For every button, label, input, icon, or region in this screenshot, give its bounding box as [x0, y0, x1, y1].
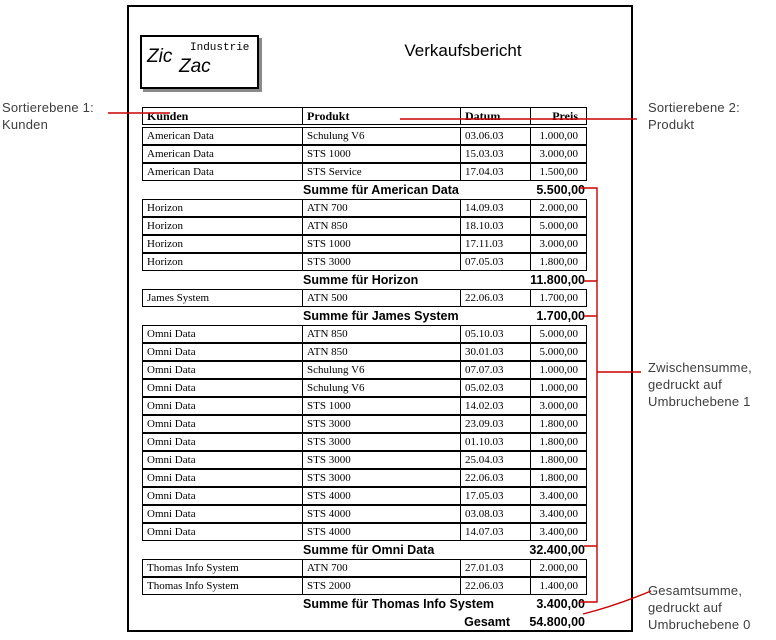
- annotation-line: Produkt: [648, 117, 695, 132]
- table-cell: Omni Data: [143, 506, 303, 522]
- table-cell: Horizon: [143, 200, 303, 216]
- table-cell: 1.500,00: [539, 166, 578, 178]
- table-row: [142, 253, 587, 271]
- table-cell: 1.800,00: [539, 472, 578, 484]
- table-row: [142, 397, 587, 415]
- customer-group: [142, 559, 587, 595]
- summary-value: 32.400,00: [529, 543, 585, 557]
- table-row: [142, 145, 587, 163]
- table-cell: Horizon: [143, 218, 303, 234]
- table-row: [142, 487, 587, 505]
- table-cell: 3.000,00: [539, 238, 578, 250]
- table-cell: American Data: [143, 146, 303, 162]
- table-cell: 3.000,00: [539, 400, 578, 412]
- summary-value: 3.400,00: [536, 597, 585, 611]
- table-cell: ATN 850: [303, 344, 461, 360]
- summary-value: 11.800,00: [530, 273, 585, 287]
- table-cell: Omni Data: [143, 524, 303, 540]
- table-cell: 1.700,00: [539, 292, 578, 304]
- table-cell: American Data: [143, 128, 303, 144]
- annotation-subtotal: [648, 359, 752, 410]
- annotation-line: gedruckt auf: [648, 600, 722, 615]
- table-cell: STS 3000: [303, 416, 461, 432]
- annotation-sort-level-2: [648, 99, 740, 133]
- table-cell: Omni Data: [143, 344, 303, 360]
- table-cell: Omni Data: [143, 416, 303, 432]
- table-row: [142, 469, 587, 487]
- table-cell: James System: [143, 290, 303, 306]
- table-cell: Schulung V6: [303, 128, 461, 144]
- customer-group: [142, 325, 587, 541]
- table-cell: Omni Data: [143, 488, 303, 504]
- summary-label: Summe für Thomas Info System: [303, 597, 495, 611]
- table-cell: STS 1000: [303, 398, 461, 414]
- table-row: [142, 505, 587, 523]
- table-row: [142, 415, 587, 433]
- table-cell: STS 2000: [303, 578, 461, 594]
- table-cell: STS 4000: [303, 488, 461, 504]
- table-cell: 1.800,00: [539, 418, 578, 430]
- table-row: [142, 235, 587, 253]
- group-summary-row: [142, 271, 587, 289]
- summary-label: Summe für American Data: [303, 183, 459, 197]
- table-row: [142, 199, 587, 217]
- group-summary-row: [142, 181, 587, 199]
- table-cell: ATN 500: [303, 290, 461, 306]
- table-cell: Schulung V6: [303, 380, 461, 396]
- table-header-row: [142, 107, 587, 125]
- table-row: [142, 163, 587, 181]
- table-cell: STS 3000: [303, 452, 461, 468]
- column-header: Produkt: [303, 108, 461, 124]
- table-cell: Omni Data: [143, 470, 303, 486]
- report-table: [142, 107, 587, 631]
- annotation-line: Kunden: [2, 117, 49, 132]
- logo-word-zac: Zac: [179, 56, 211, 77]
- table-cell: 5.000,00: [539, 220, 578, 232]
- table-cell: STS 1000: [303, 236, 461, 252]
- table-cell: 5.000,00: [539, 346, 578, 358]
- table-cell: Schulung V6: [303, 362, 461, 378]
- table-row: [142, 451, 587, 469]
- table-cell: Omni Data: [143, 362, 303, 378]
- table-cell: STS 3000: [303, 434, 461, 450]
- table-cell: STS 4000: [303, 506, 461, 522]
- table-cell: STS 1000: [303, 146, 461, 162]
- annotation-line: Sortierebene 2:: [648, 100, 740, 115]
- table-row: [142, 559, 587, 577]
- table-cell: 2.000,00: [539, 562, 578, 574]
- table-cell: 1.000,00: [539, 130, 578, 142]
- group-summary-row: [142, 595, 587, 613]
- table-cell: ATN 850: [303, 326, 461, 342]
- annotation-sort-level-1: [2, 99, 94, 133]
- table-cell: 14.02.03: [461, 398, 531, 414]
- table-cell: 1.000,00: [539, 364, 578, 376]
- customer-group: [142, 289, 587, 307]
- table-cell: STS 3000: [303, 470, 461, 486]
- table-cell: 25.04.03: [461, 452, 531, 468]
- table-cell: 14.09.03: [461, 200, 531, 216]
- table-cell: 1.800,00: [539, 454, 578, 466]
- column-header: Preis: [552, 109, 578, 123]
- report-page: [127, 5, 633, 632]
- table-cell: 05.02.03: [461, 380, 531, 396]
- customer-group: [142, 199, 587, 271]
- logo-word-zic: Zic: [147, 46, 173, 67]
- table-cell: 01.10.03: [461, 434, 531, 450]
- annotation-line: Sortierebene 1:: [2, 100, 94, 115]
- table-row: [142, 289, 587, 307]
- table-row: [142, 127, 587, 145]
- table-cell: Omni Data: [143, 452, 303, 468]
- table-cell: Omni Data: [143, 434, 303, 450]
- summary-label: Summe für Horizon: [303, 273, 419, 287]
- table-row: [142, 577, 587, 595]
- annotation-line: Umbruchebene 1: [648, 394, 751, 409]
- table-cell: 17.04.03: [461, 164, 531, 180]
- table-cell: 3.400,00: [539, 508, 578, 520]
- table-row: [142, 343, 587, 361]
- table-cell: 22.06.03: [461, 290, 531, 306]
- table-cell: 3.000,00: [539, 148, 578, 160]
- table-cell: 03.06.03: [461, 128, 531, 144]
- table-cell: Thomas Info System: [143, 560, 303, 576]
- table-cell: STS 4000: [303, 524, 461, 540]
- table-cell: 5.000,00: [539, 328, 578, 340]
- annotation-line: Zwischensumme,: [648, 360, 752, 375]
- customer-group: [142, 127, 587, 181]
- table-cell: 2.000,00: [539, 202, 578, 214]
- table-cell: 22.06.03: [461, 578, 531, 594]
- table-row: [142, 433, 587, 451]
- table-cell: 27.01.03: [461, 560, 531, 576]
- table-cell: Horizon: [143, 236, 303, 252]
- report-title: Verkaufsbericht: [404, 41, 522, 60]
- grand-total-row: [142, 613, 587, 631]
- table-cell: 1.400,00: [539, 580, 578, 592]
- table-cell: 03.08.03: [461, 506, 531, 522]
- summary-value: 1.700,00: [536, 309, 585, 323]
- table-row: [142, 217, 587, 235]
- group-summary-row: [142, 541, 587, 559]
- annotation-grand-total: [648, 582, 751, 633]
- table-cell: 17.05.03: [461, 488, 531, 504]
- table-cell: 17.11.03: [461, 236, 531, 252]
- table-cell: STS 3000: [303, 254, 461, 270]
- table-cell: ATN 700: [303, 200, 461, 216]
- table-cell: American Data: [143, 164, 303, 180]
- grand-total-label: Gesamt: [464, 615, 510, 629]
- table-row: [142, 361, 587, 379]
- table-cell: 15.03.03: [461, 146, 531, 162]
- table-cell: 3.400,00: [539, 490, 578, 502]
- summary-label: Summe für Omni Data: [303, 543, 435, 557]
- table-cell: 3.400,00: [539, 526, 578, 538]
- table-row: [142, 325, 587, 343]
- table-row: [142, 379, 587, 397]
- annotation-line: gedruckt auf: [648, 377, 722, 392]
- grand-total-value: 54.800,00: [529, 615, 585, 629]
- table-cell: Omni Data: [143, 380, 303, 396]
- table-cell: Thomas Info System: [143, 578, 303, 594]
- table-cell: 07.07.03: [461, 362, 531, 378]
- group-summary-row: [142, 307, 587, 325]
- company-logo: [140, 35, 259, 89]
- logo-word-industrie: Industrie: [190, 42, 250, 54]
- summary-value: 5.500,00: [536, 183, 585, 197]
- table-cell: Horizon: [143, 254, 303, 270]
- table-row: [142, 523, 587, 541]
- table-cell: 30.01.03: [461, 344, 531, 360]
- table-cell: ATN 700: [303, 560, 461, 576]
- table-cell: 22.06.03: [461, 470, 531, 486]
- table-cell: 1.000,00: [539, 382, 578, 394]
- column-header: Datum: [461, 108, 531, 124]
- table-cell: 18.10.03: [461, 218, 531, 234]
- table-cell: 1.800,00: [539, 256, 578, 268]
- table-cell: 07.05.03: [461, 254, 531, 270]
- table-cell: Omni Data: [143, 398, 303, 414]
- table-cell: 1.800,00: [539, 436, 578, 448]
- annotation-line: Gesamtsumme,: [648, 583, 743, 598]
- table-cell: STS Service: [303, 164, 461, 180]
- table-cell: Omni Data: [143, 326, 303, 342]
- summary-label: Summe für James System: [303, 309, 459, 323]
- table-cell: 23.09.03: [461, 416, 531, 432]
- table-cell: 05.10.03: [461, 326, 531, 342]
- table-cell: ATN 850: [303, 218, 461, 234]
- table-cell: 14.07.03: [461, 524, 531, 540]
- annotation-line: Umbruchebene 0: [648, 617, 751, 632]
- column-header: Kunden: [143, 108, 303, 124]
